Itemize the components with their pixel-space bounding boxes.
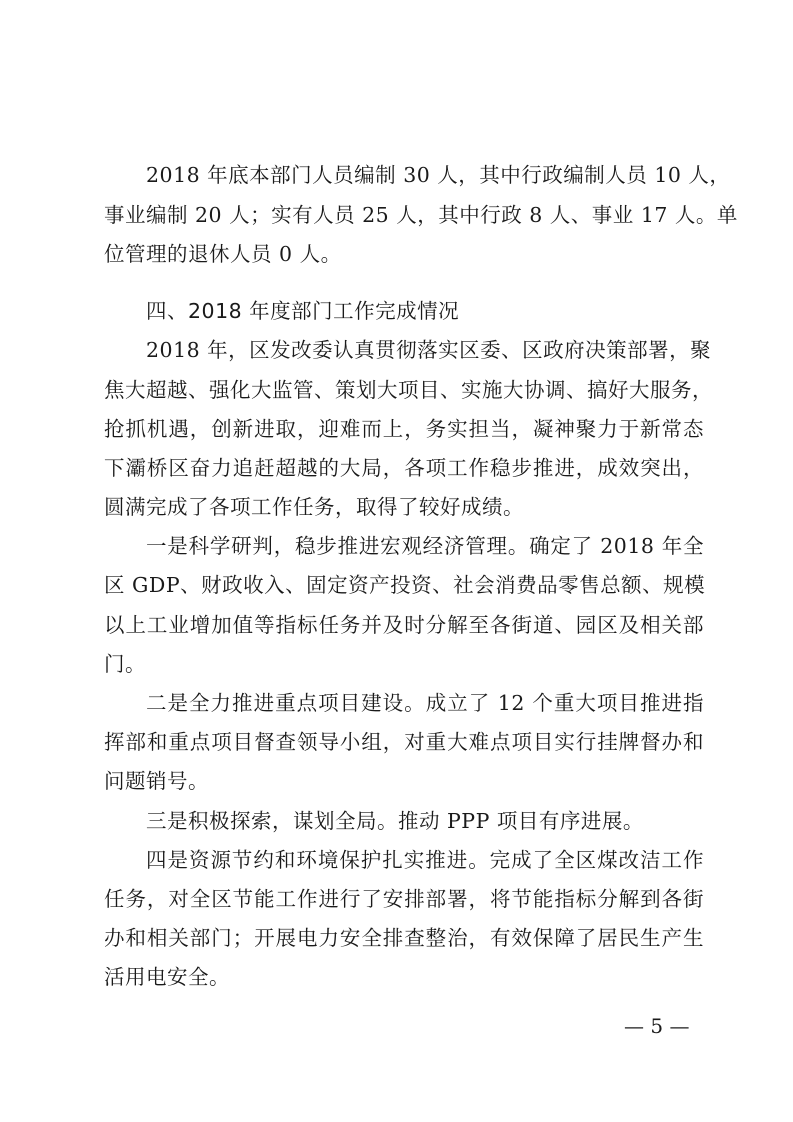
paragraph-2-line-4: 下灞桥区奋力追赶超越的大局，各项工作稳步推进，成效突出， — [104, 456, 704, 480]
paragraph-3-line-1: 一是科学研判，稳步推进宏观经济管理。确定了 2018 年全 — [146, 534, 704, 558]
paragraph-6-line-4: 活用电安全。 — [104, 965, 230, 989]
paragraph-1-line-3: 位管理的退休人员 0 人。 — [104, 242, 342, 266]
paragraph-1-line-2: 事业编制 20 人；实有人员 25 人，其中行政 8 人、事业 17 人。单 — [104, 203, 738, 227]
page-number: — 5 — — [624, 1014, 690, 1038]
section-heading: 四、2018 年度部门工作完成情况 — [146, 299, 460, 323]
paragraph-6-line-1: 四是资源节约和环境保护扎实推进。完成了全区煤改洁工作 — [146, 848, 704, 872]
paragraph-6-line-3: 办和相关部门；开展电力安全排查整治，有效保障了居民生产生 — [104, 926, 704, 950]
paragraph-1-line-1: 2018 年底本部门人员编制 30 人，其中行政编制人员 10 人， — [146, 163, 731, 187]
paragraph-5-line-1: 三是积极探索，谋划全局。推动 PPP 项目有序进展。 — [146, 809, 644, 833]
paragraph-4-line-1: 二是全力推进重点项目建设。成立了 12 个重大项目推进指 — [146, 691, 704, 715]
paragraph-2-line-5: 圆满完成了各项工作任务，取得了较好成绩。 — [104, 495, 524, 519]
paragraph-2-line-2: 焦大超越、强化大监管、策划大项目、实施大协调、搞好大服务， — [104, 378, 713, 402]
paragraph-3-line-3: 以上工业增加值等指标任务并及时分解至各街道、园区及相关部 — [104, 613, 704, 637]
paragraph-2-line-3: 抢抓机遇，创新进取，迎难而上，务实担当，凝神聚力于新常态 — [104, 417, 704, 441]
paragraph-3-line-4: 门。 — [104, 652, 146, 676]
paragraph-4-line-2: 挥部和重点项目督查领导小组，对重大难点项目实行挂牌督办和 — [104, 730, 704, 754]
paragraph-3-line-2: 区 GDP、财政收入、固定资产投资、社会消费品零售总额、规模 — [104, 573, 706, 597]
paragraph-2-line-1: 2018 年，区发改委认真贯彻落实区委、区政府决策部署，聚 — [146, 338, 712, 362]
paragraph-4-line-3: 问题销号。 — [104, 769, 209, 793]
paragraph-6-line-2: 任务，对全区节能工作进行了安排部署，将节能指标分解到各街 — [104, 887, 704, 911]
